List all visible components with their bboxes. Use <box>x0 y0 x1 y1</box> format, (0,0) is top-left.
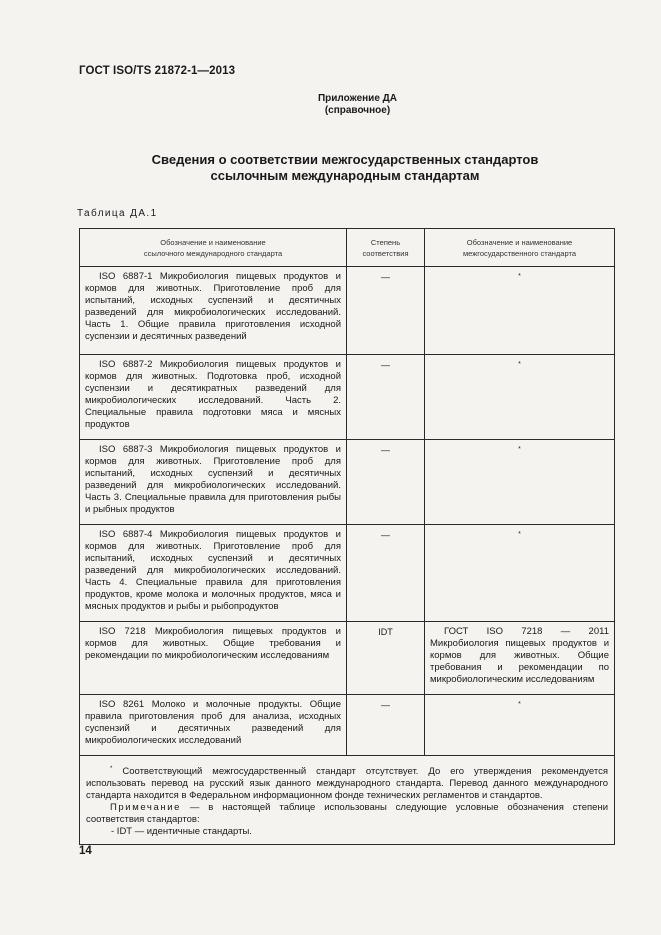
cell-interstate-standard: * <box>425 525 615 622</box>
document-code: ГОСТ ISO/TS 21872-1—2013 <box>79 65 236 77</box>
cell-interstate-standard: ГОСТ ISO 7218 — 2011 Микробиология пищевых продуктов и кормов для животных. Общие требования и рекомендации по микробиологическим исследованиям <box>425 622 615 695</box>
cell-international-standard: ISO 6887-4 Микробиология пищевых продуктов и кормов для животных. Приготовление проб для испытаний, исходных суспензий и десятичных разведений для микробиологических исследований. Часть 4. Специальные правила для приготовления продуктов, кроме молока и молочных продуктов, мяса и мясных продуктов и рыбы и рыбопродуктов <box>80 525 347 622</box>
cell-degree: — <box>347 267 425 355</box>
page-title <box>90 152 600 184</box>
appendix-heading <box>280 93 435 117</box>
cell-international-standard: ISO 8261 Молоко и молочные продукты. Общие правила приготовления проб для анализа, исходных суспензий и десятичных разведений для микробиологических исследований <box>80 695 347 756</box>
cell-interstate-standard: * <box>425 355 615 440</box>
footnote-marker: * <box>110 766 113 772</box>
table-footnote <box>80 756 615 845</box>
cell-international-standard: ISO 6887-2 Микробиология пищевых продуктов и кормов для животных. Подготовка проб, исходной суспензии и десятикратных разведений для микробиологических исследований. Часть 2. Специальные правила подготовки мяса и мясных продуктов <box>80 355 347 440</box>
column-header-interstate: Обозначение и наименование межгосударственного стандарта <box>425 229 615 267</box>
table-row <box>80 267 615 355</box>
table-footnote-row <box>80 756 615 845</box>
page-number: 14 <box>79 845 92 857</box>
table <box>79 228 615 845</box>
cell-degree: IDT <box>347 622 425 695</box>
cell-degree: — <box>347 440 425 525</box>
page-title-line-2: ссылочным международным стандартам <box>210 168 480 183</box>
cell-interstate-standard: * <box>425 695 615 756</box>
cell-international-standard: ISO 7218 Микробиология пищевых продуктов и кормов для животных. Общие требования и рекомендации по микробиологическим исследованиям <box>80 622 347 695</box>
table-row <box>80 695 615 756</box>
table-label: Таблица ДА.1 <box>77 208 158 219</box>
note-text: — в настоящей таблице использованы следующие условные обозначения степени соответствия стандартов: <box>86 802 609 826</box>
cell-degree: — <box>347 355 425 440</box>
cell-degree: — <box>347 695 425 756</box>
table-header-row <box>80 229 615 267</box>
appendix-title: Приложение ДА <box>317 93 398 104</box>
correspondence-table <box>79 228 614 845</box>
table-row <box>80 440 615 525</box>
footnote-text: Соответствующий межгосударственный стандарт отсутствует. До его утверждения рекомендуется использовать перевод на русский язык данного международного стандарта. Перевод данного международного стандарта находится в Федеральном информационном фонде технических регламентов и стандартов. <box>86 766 608 802</box>
cell-interstate-standard: * <box>425 267 615 355</box>
table-row <box>80 622 615 695</box>
note-paragraph <box>86 802 608 826</box>
table-row <box>80 355 615 440</box>
appendix-subtitle: (справочное) <box>324 105 391 116</box>
footnote-paragraph <box>86 763 608 802</box>
column-header-international: Обозначение и наименование ссылочного международного стандарта <box>80 229 347 267</box>
cell-interstate-standard: * <box>425 440 615 525</box>
cell-degree: — <box>347 525 425 622</box>
idt-definition: - IDT — идентичные стандарты. <box>111 826 252 838</box>
column-header-degree: Степень соответствия <box>347 229 425 267</box>
table-row <box>80 525 615 622</box>
cell-international-standard: ISO 6887-3 Микробиология пищевых продуктов и кормов для животных. Приготовление проб для испытаний, исходных суспензий и десятичных разведений для микробиологических исследований. Часть 3. Специальные правила для приготовления рыбы и рыбных продуктов <box>80 440 347 525</box>
page-title-line-1: Сведения о соответствии межгосударственных стандартов <box>151 152 539 167</box>
cell-international-standard: ISO 6887-1 Микробиология пищевых продуктов и кормов для животных. Приготовление проб для испытаний, исходных суспензий и десятичных разведений для микробиологических исследований. Часть 1. Общие правила приготовления исходной суспензии и десятичных разведений <box>80 267 347 355</box>
note-label: Примечание <box>110 802 181 814</box>
